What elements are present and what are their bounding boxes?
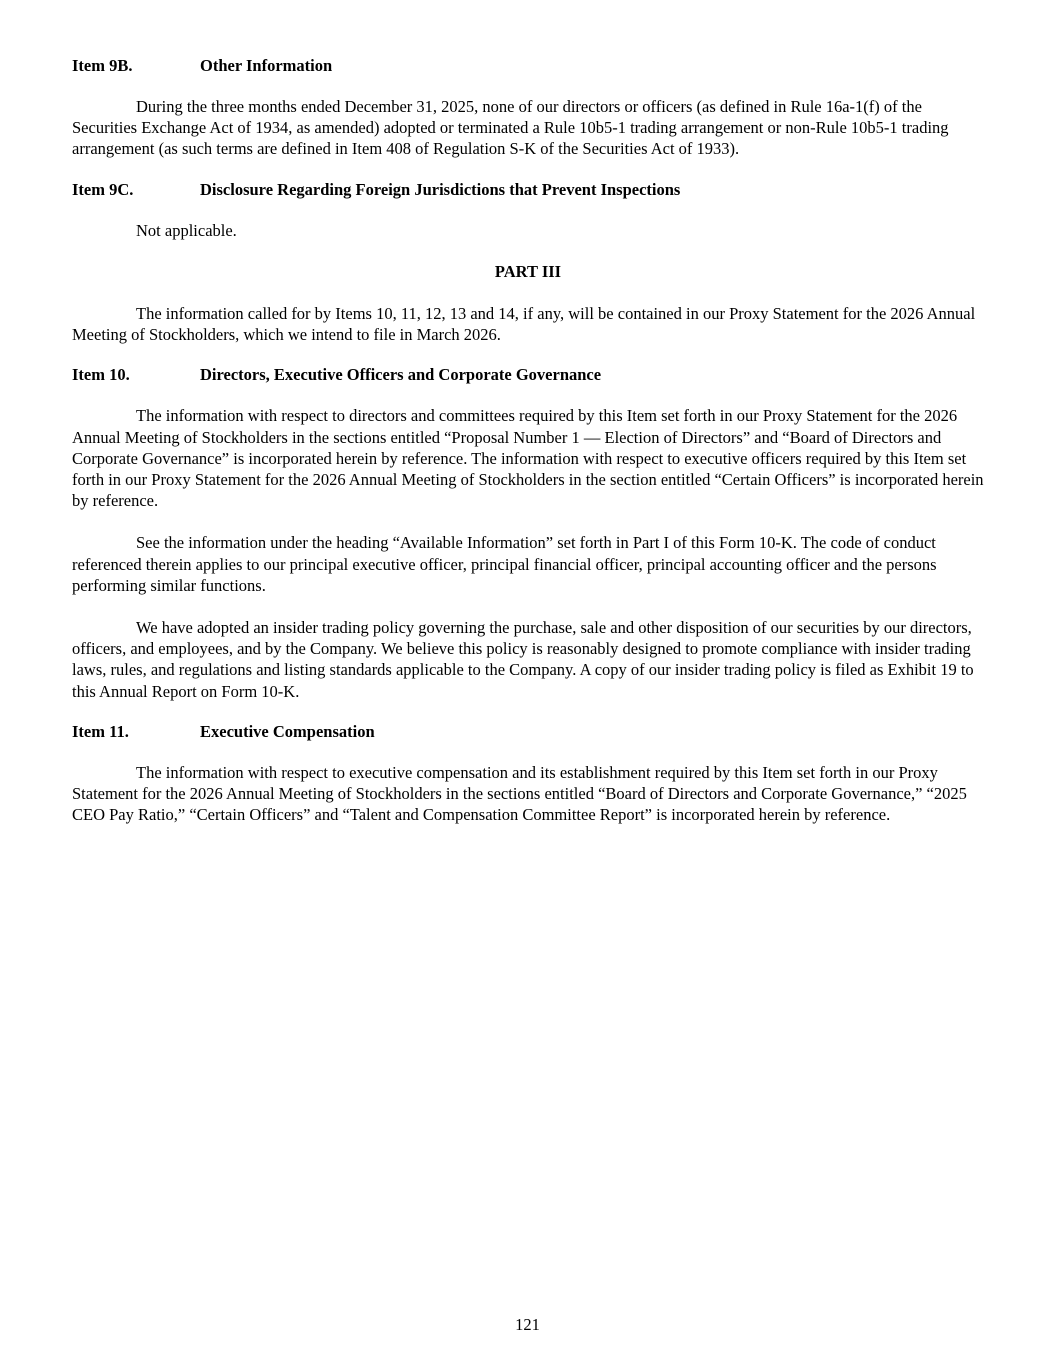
item-10-paragraph-1: The information with respect to directors and committees required by this Item set forth in our Proxy Statement for the 2026 Annual Meeting of Stockholders in the sections entitled “Proposal Number 1 — Election of Directors” and “Board of Directors and Corporate Governance” is incorporated herein by reference. The information with respect to executive officers required by this Item set forth in our Proxy Statement for the 2026 Annual Meeting of Stockholders in the section entitled “Certain Officers” is incorporated herein by reference.: [72, 406, 984, 511]
item-11-heading: [72, 720, 984, 744]
item-number: Item 11.: [72, 721, 129, 741]
item-number: Item 9B.: [72, 56, 133, 75]
page-number: 121: [515, 1315, 540, 1334]
item-9c-paragraph: Not applicable.: [136, 220, 237, 240]
part-iii-title: PART III: [494, 261, 562, 281]
item-title: Directors, Executive Officers and Corporate Governance: [200, 365, 602, 385]
item-10-paragraph-3: We have adopted an insider trading policy governing the purchase, sale and other disposition of our securities by our directors, officers, and employees, and by the Company. We believe this policy is reasonably designed to promote compliance with insider trading laws, rules, and regulations and listing standards applicable to the Company. A copy of our insider trading policy is filed as Exhibit 19 to this Annual Report on Form 10-K.: [72, 618, 974, 701]
item-10-paragraph-2: See the information under the heading “Available Information” set forth in Part I of this Form 10-K. The code of conduct referenced therein applies to our principal executive officer, principal financial officer, principal accounting officer and the persons performing similar functions.: [72, 533, 937, 595]
item-title: Executive Compensation: [200, 721, 375, 741]
item-number: Item 10.: [72, 365, 130, 385]
item-9b-heading: [72, 54, 984, 78]
part-iii-paragraph: The information called for by Items 10, 11, 12, 13 and 14, if any, will be contained in our Proxy Statement for the 2026 Annual Meeting of Stockholders, which we intend to file in March 2026.: [72, 304, 976, 345]
item-9c-heading: [72, 178, 984, 202]
item-9b-paragraph: During the three months ended December 31, 2025, none of our directors or officers (as defined in Rule 16a-1(f) of the Securities Exchange Act of 1934, as amended) adopted or terminated a Rule 10b5-1 trading arrangement or non-Rule 10b5-1 trading arrangement (as such terms are defined in Item 408 of Regulation S-K of the Securities Act of 1933).: [72, 97, 949, 159]
document-page: [72, 54, 984, 825]
item-10-heading: [72, 363, 984, 387]
item-title: Disclosure Regarding Foreign Jurisdictions that Prevent Inspections: [200, 179, 681, 199]
item-11-paragraph: The information with respect to executive compensation and its establishment required by this Item set forth in our Proxy Statement for the 2026 Annual Meeting of Stockholders in the sections entitled “Board of Directors and Corporate Governance,” “2025 CEO Pay Ratio,” “Certain Officers” and “Talent and Compensation Committee Report” is incorporated herein by reference.: [72, 762, 967, 825]
item-title: Other Information: [200, 56, 333, 75]
item-number: Item 9C.: [72, 179, 134, 199]
